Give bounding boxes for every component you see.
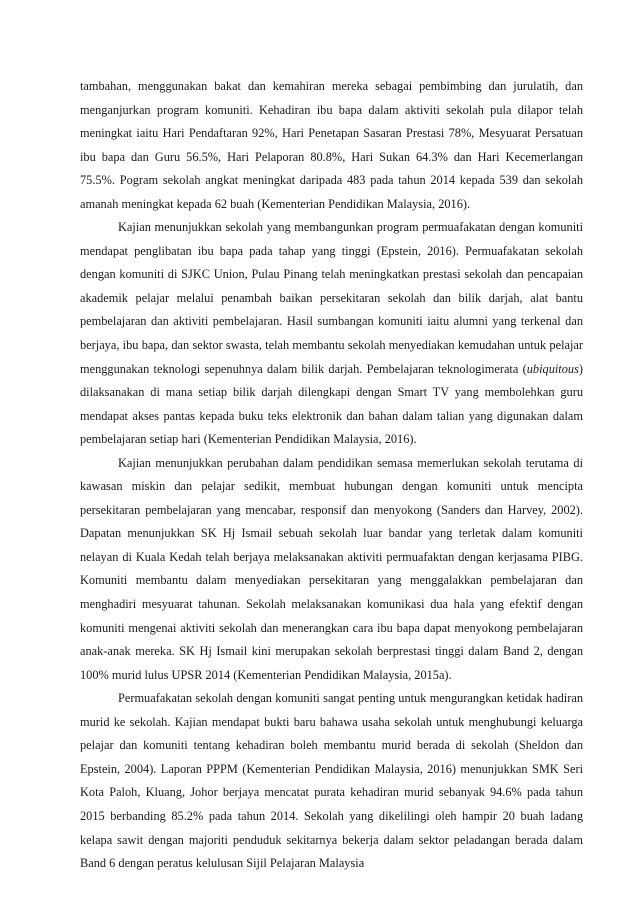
paragraph-3: Kajian menunjukkan perubahan dalam pendidikan semasa memerlukan sekolah terutama di kawasan miskin dan pelajar sedikit, membuat hubungan dengan komuniti untuk mencipta persekitaran pembelajaran yang mencabar, responsif dan menyokong (Sanders dan Harvey, 2002). Dapatan menunjukkan SK Hj Ismail sebuah sekolah luar bandar yang terletak dalam komuniti nelayan di Kuala Kedah telah berjaya melaksanakan aktiviti permuafaktan dengan kerjasama PIBG. Komuniti membantu dalam menyediakan persekitaran yang menggalakkan pembelajaran dan menghadiri mesyuarat tahunan. Sekolah melaksanakan komunikasi dua hala yang efektif dengan komuniti mengenai aktiviti sekolah dan menerangkan cara ibu bapa dapat menyokong pembelajaran anak-anak mereka. SK Hj Ismail kini merupakan sekolah berprestasi tinggi dalam Band 2, dengan 100% murid lulus UPSR 2014 (Kementerian Pendidikan Malaysia, 2015a). bbox=[80, 455, 583, 682]
document-page bbox=[80, 75, 583, 876]
paragraph-2 bbox=[80, 216, 583, 451]
paragraph-2-text-before: Kajian menunjukkan sekolah yang membangunkan program permuafakatan dengan komuniti mendapat penglibatan ibu bapa pada tahap yang tinggi (Epstein, 2016). Permuafakatan sekolah dengan komuniti di SJKC Union, Pulau Pinang telah meningkatkan prestasi sekolah dan pencapaian akademik pelajar melalui penambah baikan persekitaran sekolah dan bilik darjah, alat bantu pembelajaran dan aktiviti pembelajaran. Hasil sumbangan komuniti iaitu alumni yang terkenal dan berjaya, ibu bapa, dan sektor swasta, telah membantu sekolah menyediakan kemudahan untuk pelajar menggunakan teknologi sepenuhnya dalam bilik darjah. Pembelajaran teknologimerata ( bbox=[80, 220, 583, 376]
paragraph-2-text-after: ) dilaksanakan di mana setiap bilik darjah dilengkapi dengan Smart TV yang membolehkan guru mendapat akses pantas kepada buku teks elektronik dan bahan dalam talian yang digunakan dalam pembelajaran setiap hari (Kementerian Pendidikan Malaysia, 2016). bbox=[80, 361, 583, 447]
paragraph-4: Permuafakatan sekolah dengan komuniti sangat penting untuk mengurangkan ketidak hadiran murid ke sekolah. Kajian mendapat bukti baru bahawa usaha sekolah untuk menghubungi keluarga pelajar dan komuniti tentang kehadiran boleh membantu murid berada di sekolah (Sheldon dan Epstein, 2004). Laporan PPPM (Kementerian Pendidikan Malaysia, 2016) menunjukkan SMK Seri Kota Paloh, Kluang, Johor berjaya mencatat purata kehadiran murid sebanyak 94.6% pada tahun 2015 berbanding 85.2% pada tahun 2014. Sekolah yang dikelilingi oleh hampir 20 buah ladang kelapa sawit dengan majoriti penduduk sekitarnya bekerja dalam sektor peladangan berada dalam Band 6 dengan peratus kelulusan Sijil Pelajaran Malaysia bbox=[80, 691, 583, 871]
paragraph-2-italic-term: ubiquitous bbox=[526, 361, 579, 376]
paragraph-1: tambahan, menggunakan bakat dan kemahiran mereka sebagai pembimbing dan jurulatih, dan menganjurkan program komuniti. Kehadiran ibu bapa dalam aktiviti sekolah pula dilapor telah meningkat iaitu Hari Pendaftaran 92%, Hari Penetapan Sasaran Prestasi 78%, Mesyuarat Persatuan ibu bapa dan Guru 56.5%, Hari Pelaporan 80.8%, Hari Sukan 64.3% dan Hari Kecemerlangan 75.5%. Pogram sekolah angkat meningkat daripada 483 pada tahun 2014 kepada 539 dan sekolah amanah meningkat kepada 62 buah (Kementerian Pendidikan Malaysia, 2016). bbox=[80, 79, 583, 211]
